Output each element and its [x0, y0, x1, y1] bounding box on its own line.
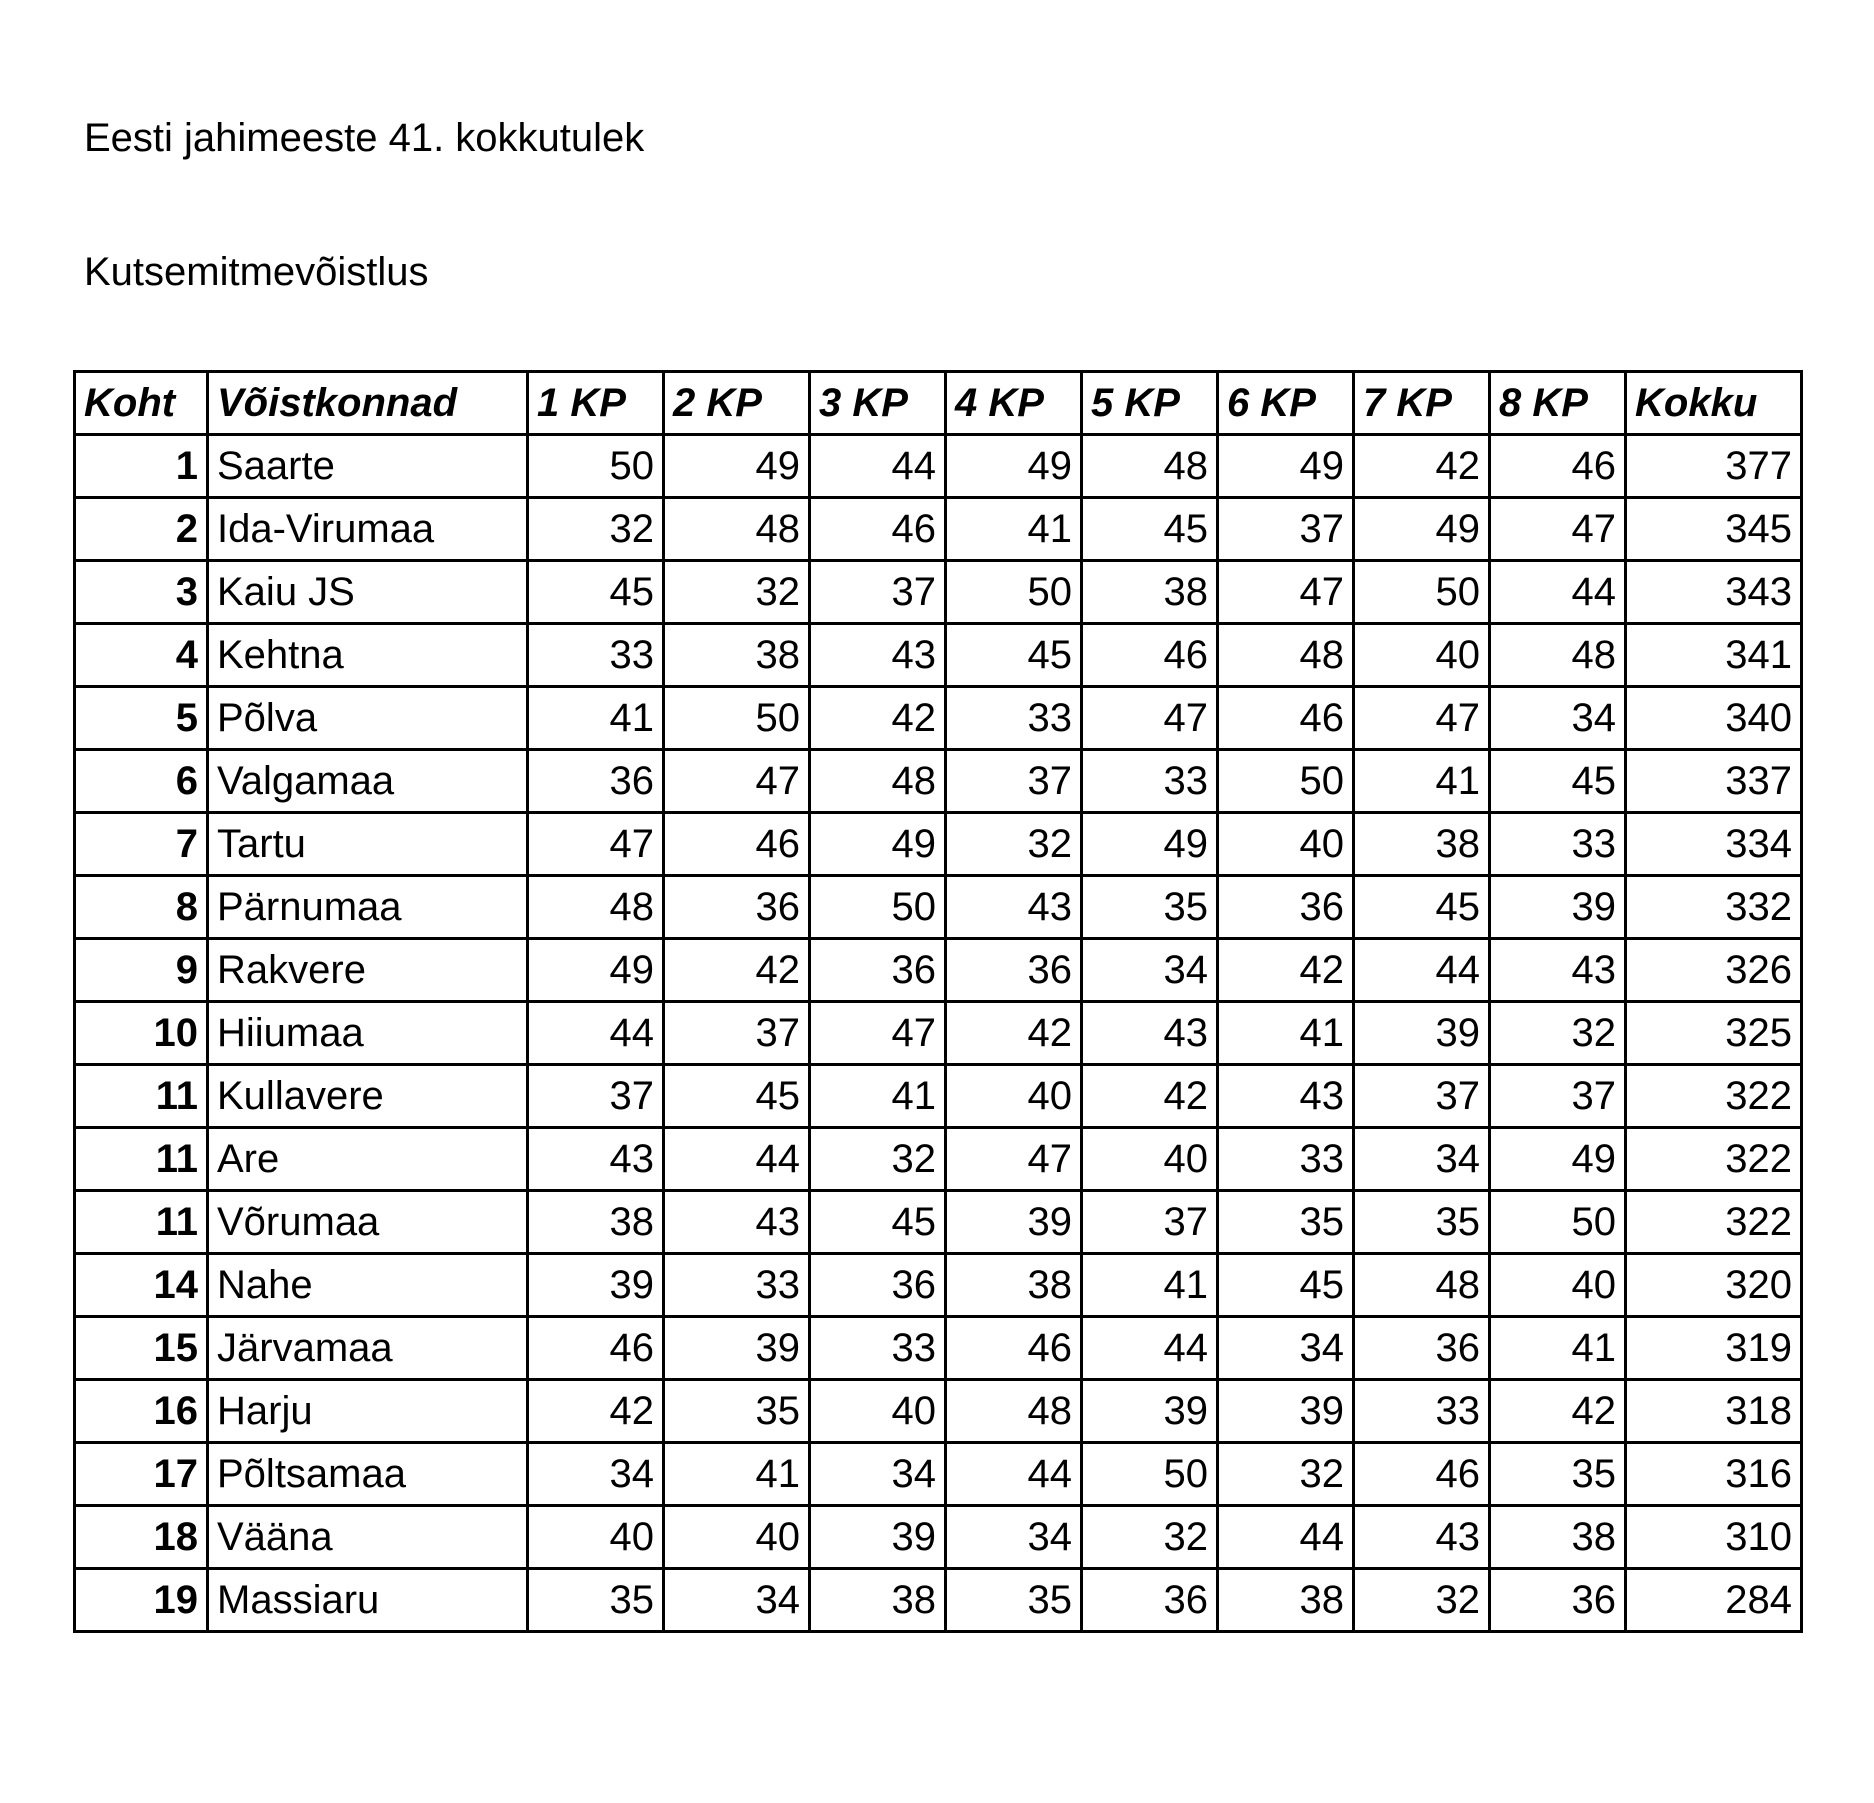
table-header: [75, 372, 1802, 435]
score-cell: 50: [1082, 1443, 1218, 1506]
score-cell: 36: [810, 1254, 946, 1317]
score-cell: 46: [1082, 624, 1218, 687]
score-cell: 36: [810, 939, 946, 1002]
score-cell: 49: [528, 939, 664, 1002]
table-row: [75, 1002, 1802, 1065]
score-cell: 50: [946, 561, 1082, 624]
score-cell: 46: [528, 1317, 664, 1380]
score-cell: 41: [810, 1065, 946, 1128]
score-cell: 44: [810, 435, 946, 498]
table-row: [75, 939, 1802, 1002]
score-cell: 37: [1354, 1065, 1490, 1128]
score-cell: 43: [528, 1128, 664, 1191]
score-cell: 48: [528, 876, 664, 939]
total-cell: 310: [1626, 1506, 1802, 1569]
place-cell: 17: [75, 1443, 208, 1506]
score-cell: 40: [1490, 1254, 1626, 1317]
score-cell: 50: [1218, 750, 1354, 813]
score-cell: 38: [1354, 813, 1490, 876]
score-cell: 35: [946, 1569, 1082, 1632]
score-cell: 41: [1354, 750, 1490, 813]
place-cell: 5: [75, 687, 208, 750]
column-header: 1 KP: [528, 372, 664, 435]
team-cell: Hiiumaa: [208, 1002, 528, 1065]
document-subtitle: Kutsemitmevõistlus: [84, 250, 429, 294]
score-cell: 47: [1490, 498, 1626, 561]
score-cell: 45: [528, 561, 664, 624]
total-cell: 325: [1626, 1002, 1802, 1065]
total-cell: 320: [1626, 1254, 1802, 1317]
team-cell: Nahe: [208, 1254, 528, 1317]
score-cell: 38: [1082, 561, 1218, 624]
score-cell: 33: [1218, 1128, 1354, 1191]
team-cell: Pärnumaa: [208, 876, 528, 939]
score-cell: 37: [664, 1002, 810, 1065]
total-cell: 343: [1626, 561, 1802, 624]
total-cell: 337: [1626, 750, 1802, 813]
score-cell: 35: [1354, 1191, 1490, 1254]
score-cell: 49: [1082, 813, 1218, 876]
score-cell: 32: [946, 813, 1082, 876]
score-cell: 41: [946, 498, 1082, 561]
score-cell: 39: [1490, 876, 1626, 939]
place-cell: 16: [75, 1380, 208, 1443]
score-cell: 35: [528, 1569, 664, 1632]
score-cell: 43: [1490, 939, 1626, 1002]
score-cell: 34: [810, 1443, 946, 1506]
table-row: [75, 1380, 1802, 1443]
team-cell: Tartu: [208, 813, 528, 876]
score-cell: 42: [946, 1002, 1082, 1065]
column-header: 5 KP: [1082, 372, 1218, 435]
score-cell: 49: [946, 435, 1082, 498]
score-cell: 40: [1082, 1128, 1218, 1191]
score-cell: 45: [810, 1191, 946, 1254]
team-cell: Rakvere: [208, 939, 528, 1002]
place-cell: 1: [75, 435, 208, 498]
score-cell: 39: [810, 1506, 946, 1569]
team-cell: Ida-Virumaa: [208, 498, 528, 561]
team-cell: Saarte: [208, 435, 528, 498]
total-cell: 332: [1626, 876, 1802, 939]
score-cell: 48: [664, 498, 810, 561]
table-row: [75, 1569, 1802, 1632]
table-row: [75, 1065, 1802, 1128]
score-cell: 45: [664, 1065, 810, 1128]
table-row: [75, 813, 1802, 876]
total-cell: 322: [1626, 1065, 1802, 1128]
team-cell: Kehtna: [208, 624, 528, 687]
column-header: 2 KP: [664, 372, 810, 435]
place-cell: 14: [75, 1254, 208, 1317]
score-cell: 40: [810, 1380, 946, 1443]
score-cell: 34: [528, 1443, 664, 1506]
score-cell: 41: [1490, 1317, 1626, 1380]
score-cell: 36: [1082, 1569, 1218, 1632]
table-row: [75, 1443, 1802, 1506]
score-cell: 41: [664, 1443, 810, 1506]
score-cell: 43: [1354, 1506, 1490, 1569]
team-cell: Vääna: [208, 1506, 528, 1569]
total-cell: 345: [1626, 498, 1802, 561]
score-cell: 42: [1082, 1065, 1218, 1128]
column-header: 3 KP: [810, 372, 946, 435]
score-cell: 33: [1490, 813, 1626, 876]
score-cell: 42: [528, 1380, 664, 1443]
score-cell: 37: [1082, 1191, 1218, 1254]
table-row: [75, 624, 1802, 687]
score-cell: 44: [946, 1443, 1082, 1506]
score-cell: 36: [528, 750, 664, 813]
team-cell: Põltsamaa: [208, 1443, 528, 1506]
place-cell: 11: [75, 1065, 208, 1128]
place-cell: 19: [75, 1569, 208, 1632]
score-cell: 43: [946, 876, 1082, 939]
score-cell: 34: [1082, 939, 1218, 1002]
total-cell: 334: [1626, 813, 1802, 876]
document-title: Eesti jahimeeste 41. kokkutulek: [84, 116, 645, 160]
team-cell: Põlva: [208, 687, 528, 750]
total-cell: 377: [1626, 435, 1802, 498]
score-cell: 44: [664, 1128, 810, 1191]
score-cell: 33: [810, 1317, 946, 1380]
column-header: 4 KP: [946, 372, 1082, 435]
score-cell: 44: [528, 1002, 664, 1065]
score-cell: 35: [1218, 1191, 1354, 1254]
score-cell: 38: [810, 1569, 946, 1632]
score-cell: 48: [810, 750, 946, 813]
score-cell: 39: [1082, 1380, 1218, 1443]
score-cell: 47: [810, 1002, 946, 1065]
score-cell: 35: [1082, 876, 1218, 939]
score-cell: 47: [946, 1128, 1082, 1191]
score-cell: 48: [946, 1380, 1082, 1443]
score-cell: 47: [664, 750, 810, 813]
score-cell: 41: [528, 687, 664, 750]
table-row: [75, 435, 1802, 498]
total-cell: 322: [1626, 1128, 1802, 1191]
place-cell: 10: [75, 1002, 208, 1065]
score-cell: 48: [1490, 624, 1626, 687]
score-cell: 42: [664, 939, 810, 1002]
table-row: [75, 750, 1802, 813]
column-header: 6 KP: [1218, 372, 1354, 435]
score-cell: 50: [528, 435, 664, 498]
score-cell: 42: [810, 687, 946, 750]
score-cell: 45: [1490, 750, 1626, 813]
team-cell: Valgamaa: [208, 750, 528, 813]
score-cell: 36: [1218, 876, 1354, 939]
score-cell: 34: [664, 1569, 810, 1632]
table-row: [75, 1254, 1802, 1317]
place-cell: 2: [75, 498, 208, 561]
score-cell: 33: [1354, 1380, 1490, 1443]
team-cell: Võrumaa: [208, 1191, 528, 1254]
score-cell: 39: [946, 1191, 1082, 1254]
score-cell: 41: [1082, 1254, 1218, 1317]
place-cell: 18: [75, 1506, 208, 1569]
score-cell: 40: [946, 1065, 1082, 1128]
score-cell: 43: [1218, 1065, 1354, 1128]
score-cell: 43: [810, 624, 946, 687]
score-cell: 49: [810, 813, 946, 876]
score-cell: 32: [528, 498, 664, 561]
score-cell: 34: [946, 1506, 1082, 1569]
score-cell: 35: [664, 1380, 810, 1443]
place-cell: 11: [75, 1191, 208, 1254]
table-body: [75, 435, 1802, 1632]
score-cell: 34: [1218, 1317, 1354, 1380]
place-cell: 4: [75, 624, 208, 687]
score-cell: 32: [1082, 1506, 1218, 1569]
score-cell: 36: [1354, 1317, 1490, 1380]
score-cell: 50: [1354, 561, 1490, 624]
score-cell: 48: [1082, 435, 1218, 498]
score-cell: 37: [810, 561, 946, 624]
score-cell: 39: [1354, 1002, 1490, 1065]
score-cell: 37: [1490, 1065, 1626, 1128]
score-cell: 36: [1490, 1569, 1626, 1632]
score-cell: 44: [1354, 939, 1490, 1002]
score-cell: 39: [528, 1254, 664, 1317]
score-cell: 42: [1354, 435, 1490, 498]
score-cell: 37: [1218, 498, 1354, 561]
score-cell: 50: [810, 876, 946, 939]
score-cell: 34: [1354, 1128, 1490, 1191]
score-cell: 49: [1354, 498, 1490, 561]
table-row: [75, 498, 1802, 561]
score-cell: 37: [528, 1065, 664, 1128]
score-cell: 34: [1490, 687, 1626, 750]
score-cell: 36: [664, 876, 810, 939]
score-cell: 38: [946, 1254, 1082, 1317]
score-cell: 46: [810, 498, 946, 561]
score-cell: 32: [1490, 1002, 1626, 1065]
score-cell: 45: [1082, 498, 1218, 561]
team-cell: Kullavere: [208, 1065, 528, 1128]
place-cell: 8: [75, 876, 208, 939]
score-cell: 32: [1218, 1443, 1354, 1506]
table-row: [75, 1506, 1802, 1569]
team-cell: Are: [208, 1128, 528, 1191]
score-cell: 48: [1354, 1254, 1490, 1317]
score-cell: 44: [1218, 1506, 1354, 1569]
score-cell: 38: [664, 624, 810, 687]
place-cell: 6: [75, 750, 208, 813]
team-cell: Kaiu JS: [208, 561, 528, 624]
score-cell: 33: [1082, 750, 1218, 813]
score-cell: 35: [1490, 1443, 1626, 1506]
header-row: [75, 372, 1802, 435]
score-cell: 38: [528, 1191, 664, 1254]
score-cell: 38: [1218, 1569, 1354, 1632]
table-row: [75, 687, 1802, 750]
total-cell: 341: [1626, 624, 1802, 687]
score-cell: 40: [528, 1506, 664, 1569]
score-cell: 47: [528, 813, 664, 876]
score-cell: 46: [664, 813, 810, 876]
table-row: [75, 561, 1802, 624]
score-cell: 46: [1354, 1443, 1490, 1506]
score-cell: 49: [664, 435, 810, 498]
team-cell: Massiaru: [208, 1569, 528, 1632]
score-cell: 49: [1218, 435, 1354, 498]
total-cell: 284: [1626, 1569, 1802, 1632]
team-cell: Järvamaa: [208, 1317, 528, 1380]
total-cell: 316: [1626, 1443, 1802, 1506]
score-cell: 41: [1218, 1002, 1354, 1065]
total-cell: 340: [1626, 687, 1802, 750]
place-cell: 9: [75, 939, 208, 1002]
place-cell: 3: [75, 561, 208, 624]
score-cell: 39: [664, 1317, 810, 1380]
results-table: [73, 370, 1803, 1633]
score-cell: 47: [1218, 561, 1354, 624]
total-cell: 322: [1626, 1191, 1802, 1254]
score-cell: 37: [946, 750, 1082, 813]
column-header: 8 KP: [1490, 372, 1626, 435]
score-cell: 40: [1354, 624, 1490, 687]
score-cell: 38: [1490, 1506, 1626, 1569]
score-cell: 49: [1490, 1128, 1626, 1191]
place-cell: 7: [75, 813, 208, 876]
score-cell: 46: [1218, 687, 1354, 750]
score-cell: 44: [1490, 561, 1626, 624]
score-cell: 36: [946, 939, 1082, 1002]
score-cell: 40: [1218, 813, 1354, 876]
score-cell: 43: [1082, 1002, 1218, 1065]
score-cell: 33: [664, 1254, 810, 1317]
score-cell: 46: [946, 1317, 1082, 1380]
score-cell: 42: [1490, 1380, 1626, 1443]
score-cell: 45: [1354, 876, 1490, 939]
score-cell: 50: [664, 687, 810, 750]
score-cell: 44: [1082, 1317, 1218, 1380]
score-cell: 42: [1218, 939, 1354, 1002]
team-cell: Harju: [208, 1380, 528, 1443]
total-cell: 318: [1626, 1380, 1802, 1443]
score-cell: 40: [664, 1506, 810, 1569]
score-cell: 43: [664, 1191, 810, 1254]
table-row: [75, 876, 1802, 939]
score-cell: 32: [664, 561, 810, 624]
score-cell: 47: [1082, 687, 1218, 750]
column-header: 7 KP: [1354, 372, 1490, 435]
column-header: Koht: [75, 372, 208, 435]
place-cell: 11: [75, 1128, 208, 1191]
score-cell: 50: [1490, 1191, 1626, 1254]
total-cell: 319: [1626, 1317, 1802, 1380]
score-cell: 45: [1218, 1254, 1354, 1317]
column-header: Kokku: [1626, 372, 1802, 435]
score-cell: 47: [1354, 687, 1490, 750]
score-cell: 45: [946, 624, 1082, 687]
column-header: Võistkonnad: [208, 372, 528, 435]
score-cell: 39: [1218, 1380, 1354, 1443]
total-cell: 326: [1626, 939, 1802, 1002]
table-row: [75, 1128, 1802, 1191]
score-cell: 46: [1490, 435, 1626, 498]
score-cell: 48: [1218, 624, 1354, 687]
score-cell: 32: [1354, 1569, 1490, 1632]
place-cell: 15: [75, 1317, 208, 1380]
score-cell: 32: [810, 1128, 946, 1191]
score-cell: 33: [946, 687, 1082, 750]
table-row: [75, 1191, 1802, 1254]
score-cell: 33: [528, 624, 664, 687]
table-row: [75, 1317, 1802, 1380]
